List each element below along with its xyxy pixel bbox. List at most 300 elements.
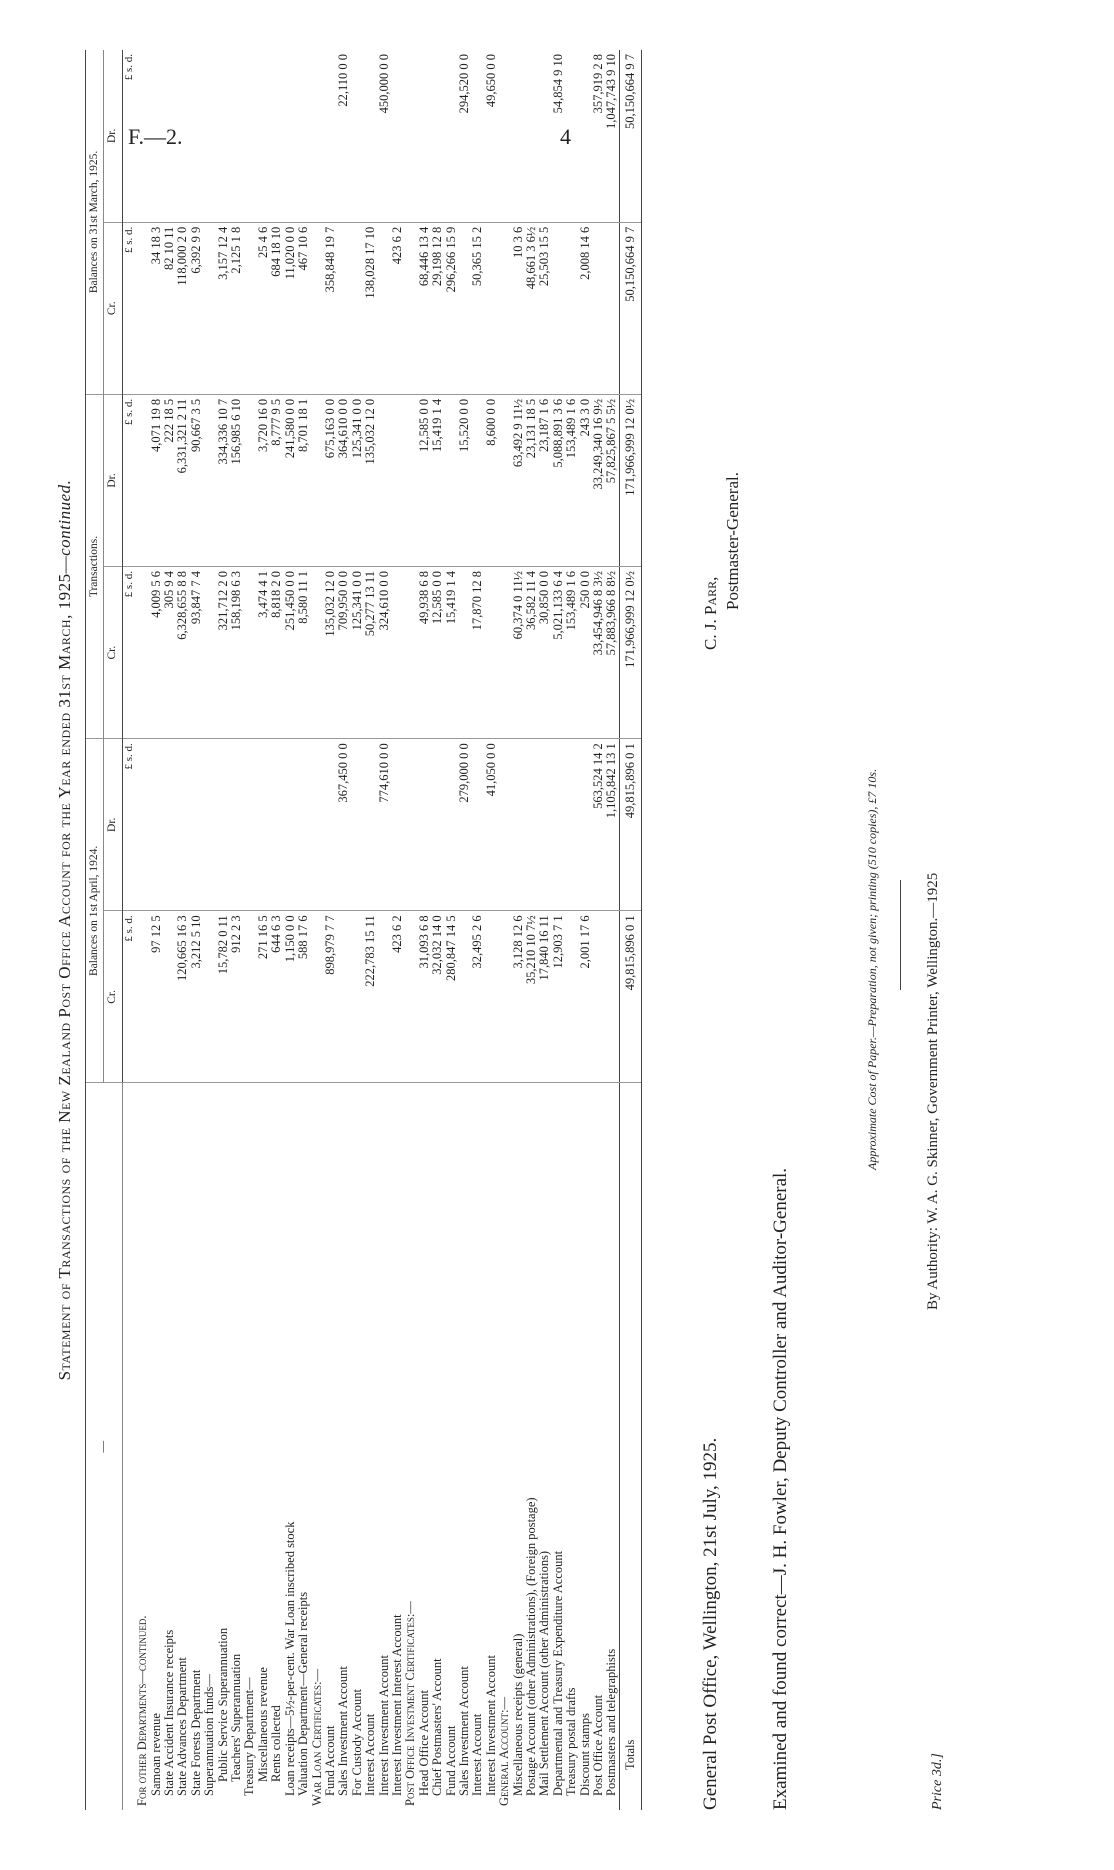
table-row <box>538 50 551 1810</box>
amount-cell: 2,001 17 6 <box>579 911 592 1083</box>
amount-cell: 36,582 11 4 <box>525 567 538 739</box>
amount-cell: 3,157 12 4 <box>217 222 230 394</box>
amount-cell <box>565 222 578 394</box>
header-cr: Cr. <box>104 911 122 1083</box>
table-row <box>605 50 619 1810</box>
amount-cell <box>525 50 538 222</box>
amount-cell: 8,600 0 0 <box>485 394 498 566</box>
amount-cell <box>243 911 256 1083</box>
amount-cell <box>471 394 484 566</box>
amount-cell: 90,667 3 5 <box>190 394 203 566</box>
table-row <box>579 50 592 1810</box>
amount-cell: 31,093 6 8 <box>418 911 431 1083</box>
row-description: Discount stamps <box>577 1713 592 1796</box>
amount-cell <box>525 739 538 911</box>
table-row <box>311 50 324 1810</box>
amount-cell <box>136 567 149 739</box>
total-cell: 50,150,664 9 7 <box>619 50 641 222</box>
amount-cell <box>150 739 163 911</box>
amount-cell: 60,374 0 11½ <box>512 567 525 739</box>
amount-cell: 41,050 0 0 <box>485 739 498 911</box>
amount-cell: 135,032 12 0 <box>324 567 337 739</box>
header-dr: Dr. <box>104 394 122 566</box>
row-description: Miscellaneous revenue <box>255 1667 270 1782</box>
amount-cell <box>203 50 216 222</box>
amount-cell: 334,336 10 7 <box>217 394 230 566</box>
header-desc: — <box>86 1083 123 1810</box>
amount-cell <box>364 739 377 911</box>
row-description: Interest Investment Account <box>376 1655 391 1796</box>
amount-cell <box>552 739 565 911</box>
row-description: Interest Account <box>470 1713 485 1796</box>
amount-cell: 450,000 0 0 <box>378 50 391 222</box>
amount-cell: 12,585 0 0 <box>418 394 431 566</box>
amount-cell <box>217 50 230 222</box>
amount-cell <box>243 739 256 911</box>
table-row <box>230 50 243 1810</box>
amount-cell <box>364 50 377 222</box>
amount-cell: 125,341 0 0 <box>351 394 364 566</box>
amount-cell: 4,071 19 8 <box>150 394 163 566</box>
amount-cell: 15,782 0 11 <box>217 911 230 1083</box>
row-description: Interest Account <box>363 1713 378 1796</box>
price-note: Price 3d.] <box>930 1753 945 1810</box>
row-description: Postmasters and telegraphists <box>604 1648 619 1796</box>
amount-cell <box>297 739 310 911</box>
row-description: For other Departments—continued. <box>135 1615 150 1806</box>
amount-cell <box>284 739 297 911</box>
amount-cell <box>458 911 471 1083</box>
table-row <box>391 50 404 1810</box>
amount-cell: 57,883,966 8 8½ <box>605 567 619 739</box>
amount-cell: 48,661 3 6½ <box>525 222 538 394</box>
amount-cell <box>471 739 484 911</box>
place-and-date: General Post Office, Wellington, 21st July, 1925. <box>700 1437 721 1810</box>
amount-cell <box>243 50 256 222</box>
amount-cell: 3,474 4 1 <box>257 567 270 739</box>
amount-cell <box>445 739 458 911</box>
amount-cell <box>270 50 283 222</box>
amount-cell: 251,450 0 0 <box>284 567 297 739</box>
amount-cell <box>458 567 471 739</box>
amount-cell <box>217 739 230 911</box>
amount-cell: 22,110 0 0 <box>337 50 350 222</box>
table-row <box>378 50 391 1810</box>
amount-cell: 279,000 0 0 <box>458 739 471 911</box>
table-row <box>217 50 230 1810</box>
table-row <box>431 50 444 1810</box>
amount-cell: 467 10 6 <box>297 222 310 394</box>
amount-cell <box>190 739 203 911</box>
amount-cell: 675,163 0 0 <box>324 394 337 566</box>
table-row <box>404 50 417 1810</box>
amount-cell: 2,008 14 6 <box>579 222 592 394</box>
row-description: Loan receipts—5½-per-cent. War Loan inscribed stock <box>282 1521 297 1796</box>
row-description: Miscellaneous receipts (general) <box>510 1633 525 1796</box>
units-label: £ s. d. <box>122 50 136 222</box>
amount-cell <box>605 222 619 394</box>
total-cell: 50,150,664 9 7 <box>619 222 641 394</box>
amount-cell <box>565 739 578 911</box>
amount-cell: 12,903 7 1 <box>552 911 565 1083</box>
row-description: Public Service Superannuation <box>215 1627 230 1782</box>
amount-cell: 50,365 15 2 <box>471 222 484 394</box>
amount-cell <box>579 50 592 222</box>
amount-cell <box>284 50 297 222</box>
row-description: Departmental and Treasury Expenditure Account <box>550 1550 565 1796</box>
amount-cell: 10 3 6 <box>512 222 525 394</box>
amount-cell <box>391 567 404 739</box>
amount-cell <box>391 394 404 566</box>
amount-cell <box>257 50 270 222</box>
amount-cell <box>605 911 619 1083</box>
amount-cell <box>498 911 511 1083</box>
amount-cell: 34 18 3 <box>150 222 163 394</box>
row-description: State Advances Department <box>175 1657 190 1796</box>
amount-cell <box>579 739 592 911</box>
amount-cell: 25 4 6 <box>257 222 270 394</box>
amount-cell <box>538 739 551 911</box>
amount-cell <box>498 394 511 566</box>
amount-cell: 30,850 0 0 <box>538 567 551 739</box>
amount-cell: 153,489 1 6 <box>565 567 578 739</box>
amount-cell <box>351 911 364 1083</box>
row-description: Rents collected <box>269 1705 284 1782</box>
header-transactions: Transactions. <box>86 394 104 738</box>
amount-cell: 423 6 2 <box>391 911 404 1083</box>
amount-cell <box>512 739 525 911</box>
amount-cell: 3,720 16 0 <box>257 394 270 566</box>
amount-cell <box>458 222 471 394</box>
amount-cell <box>243 394 256 566</box>
amount-cell: 8,580 11 1 <box>297 567 310 739</box>
table-row <box>284 50 297 1810</box>
header-dr: Dr. <box>104 739 122 911</box>
table-row <box>552 50 565 1810</box>
amount-cell <box>230 50 243 222</box>
amount-cell: 57,825,867 5 5½ <box>605 394 619 566</box>
amount-cell <box>324 50 337 222</box>
table-row <box>471 50 484 1810</box>
table-row <box>190 50 203 1810</box>
total-cell: 171,966,999 12 0½ <box>619 394 641 566</box>
header-cr: Cr. <box>104 222 122 394</box>
amount-cell: 33,249,340 16 9½ <box>592 394 605 566</box>
amount-cell: 12,585 0 0 <box>431 567 444 739</box>
signature-name: C. J. Parr, <box>701 576 720 650</box>
amount-cell <box>163 911 176 1083</box>
amount-cell <box>163 50 176 222</box>
amount-cell <box>445 50 458 222</box>
amount-cell: 684 18 10 <box>270 222 283 394</box>
table-row <box>351 50 364 1810</box>
amount-cell <box>498 567 511 739</box>
amount-cell <box>243 567 256 739</box>
amount-cell <box>230 739 243 911</box>
amount-cell: 25,503 15 5 <box>538 222 551 394</box>
amount-cell <box>311 567 324 739</box>
amount-cell: 156,985 6 10 <box>230 394 243 566</box>
row-description: Postage Account (other Administrations), (Foreign postage) <box>524 1497 538 1796</box>
total-cell: 49,815,896 0 1 <box>619 739 641 911</box>
amount-cell <box>270 739 283 911</box>
amount-cell <box>498 739 511 911</box>
amount-cell: 271 16 5 <box>257 911 270 1083</box>
amount-cell <box>592 911 605 1083</box>
amount-cell <box>485 567 498 739</box>
amount-cell <box>203 911 216 1083</box>
table-row <box>243 50 256 1810</box>
amount-cell <box>190 50 203 222</box>
amount-cell <box>136 394 149 566</box>
amount-cell <box>163 739 176 911</box>
row-description: Post Office Investment Certificates:— <box>403 1601 418 1806</box>
row-description: Chief Postmasters' Account <box>430 1658 445 1796</box>
page-ref: F.—2. <box>128 124 183 149</box>
amount-cell: 23,131 18 5 <box>525 394 538 566</box>
amount-cell <box>136 739 149 911</box>
amount-cell <box>418 50 431 222</box>
amount-cell: 93,847 7 4 <box>190 567 203 739</box>
amount-cell <box>337 222 350 394</box>
table-row <box>458 50 471 1810</box>
amount-cell <box>203 567 216 739</box>
row-description: Mail Settlement Account (other Administrations) <box>537 1550 552 1796</box>
amount-cell <box>378 394 391 566</box>
amount-cell: 774,610 0 0 <box>378 739 391 911</box>
table-body <box>122 50 619 1810</box>
title-suffix: continued. <box>55 479 74 556</box>
amount-cell <box>311 222 324 394</box>
amount-cell: 138,028 17 10 <box>364 222 377 394</box>
amount-cell: 423 6 2 <box>391 222 404 394</box>
amount-cell: 305 9 4 <box>163 567 176 739</box>
header-cr: Cr. <box>104 567 122 739</box>
amount-cell: 358,848 19 7 <box>324 222 337 394</box>
amount-cell <box>404 50 417 222</box>
amount-cell: 321,712 2 0 <box>217 567 230 739</box>
amount-cell <box>404 739 417 911</box>
amount-cell: 15,419 1 4 <box>431 394 444 566</box>
row-description: Sales Investment Account <box>336 1666 351 1796</box>
amount-cell: 15,520 0 0 <box>458 394 471 566</box>
amount-cell: 324,610 0 0 <box>378 567 391 739</box>
amount-cell: 29,198 12 8 <box>431 222 444 394</box>
units-label: £ s. d. <box>122 911 136 1083</box>
amount-cell: 294,520 0 0 <box>458 50 471 222</box>
page-number: 4 <box>560 124 571 149</box>
amount-cell: 50,277 13 11 <box>364 567 377 739</box>
table-row <box>498 50 511 1810</box>
amount-cell: 2,125 1 8 <box>230 222 243 394</box>
header-balances-1925: Balances on 31st March, 1925. <box>86 50 104 394</box>
table-row <box>445 50 458 1810</box>
amount-cell <box>324 739 337 911</box>
amount-cell: 49,938 6 8 <box>418 567 431 739</box>
signature-block <box>700 472 744 650</box>
amount-cell <box>445 394 458 566</box>
amount-cell <box>136 222 149 394</box>
amount-cell: 120,665 16 3 <box>176 911 189 1083</box>
row-description: Sales Investment Account <box>456 1666 471 1796</box>
amount-cell <box>565 911 578 1083</box>
amount-cell <box>404 567 417 739</box>
amount-cell <box>176 50 189 222</box>
row-description: For Custody Account <box>349 1689 364 1796</box>
amount-cell <box>391 50 404 222</box>
amount-cell: 243 3 0 <box>579 394 592 566</box>
amount-cell <box>203 222 216 394</box>
amount-cell <box>337 911 350 1083</box>
row-description: Interest Investment Interest Account <box>389 1614 404 1796</box>
amount-cell: 63,492 9 11½ <box>512 394 525 566</box>
row-description: Treasury postal drafts <box>564 1687 579 1796</box>
amount-cell: 118,000 2 0 <box>176 222 189 394</box>
amount-cell <box>203 739 216 911</box>
amount-cell <box>538 50 551 222</box>
amount-cell: 153,489 1 6 <box>565 394 578 566</box>
table-row <box>337 50 350 1810</box>
signature-title: Postmaster-General. <box>723 472 742 610</box>
amount-cell: 250 0 0 <box>579 567 592 739</box>
row-description: War Loan Certificates:— <box>309 1669 324 1806</box>
amount-cell <box>176 739 189 911</box>
amount-cell: 280,847 14 5 <box>445 911 458 1083</box>
units-label: £ s. d. <box>122 739 136 911</box>
row-description: Samoan revenue <box>148 1713 163 1796</box>
amount-cell: 6,328,655 8 8 <box>176 567 189 739</box>
amount-cell: 3,128 12 6 <box>512 911 525 1083</box>
amount-cell: 367,450 0 0 <box>337 739 350 911</box>
cost-note: Approximate Cost of Paper.—Preparation, not given; printing (510 copies), £7 10s. <box>865 768 879 1170</box>
amount-cell <box>351 222 364 394</box>
amount-cell: 222 18 5 <box>163 394 176 566</box>
amount-cell <box>378 222 391 394</box>
amount-cell: 33,454,946 8 3½ <box>592 567 605 739</box>
row-description: Post Office Account <box>591 1694 606 1796</box>
amount-cell: 6,392 9 9 <box>190 222 203 394</box>
amount-cell: 5,088,891 3 6 <box>552 394 565 566</box>
amount-cell: 17,870 12 8 <box>471 567 484 739</box>
amount-cell <box>311 739 324 911</box>
amount-cell: 68,446 13 4 <box>418 222 431 394</box>
amount-cell: 1,047,743 9 10 <box>605 50 619 222</box>
table-row <box>592 50 605 1810</box>
amount-cell: 644 6 3 <box>270 911 283 1083</box>
row-description: Superannuation funds— <box>202 1674 217 1796</box>
amount-cell: 54,854 9 10 <box>552 50 565 222</box>
amount-cell: 912 2 3 <box>230 911 243 1083</box>
statement-title <box>55 50 75 1810</box>
amount-cell: 357,919 2 8 <box>592 50 605 222</box>
amount-cell <box>351 50 364 222</box>
amount-cell <box>391 739 404 911</box>
amount-cell: 17,840 16 11 <box>538 911 551 1083</box>
header-dr: Dr. <box>104 50 122 222</box>
amount-cell: 6,331,321 2 11 <box>176 394 189 566</box>
row-description: Fund Account <box>443 1725 458 1796</box>
amount-cell: 8,777 9 5 <box>270 394 283 566</box>
amount-cell: 135,032 12 0 <box>364 394 377 566</box>
table-row <box>270 50 283 1810</box>
row-description: Fund Account <box>322 1725 337 1796</box>
row-description: State Forests Department <box>188 1669 203 1796</box>
total-cell: 171,966,999 12 0½ <box>619 567 641 739</box>
amount-cell: 32,032 14 0 <box>431 911 444 1083</box>
amount-cell: 97 12 5 <box>150 911 163 1083</box>
amount-cell <box>136 50 149 222</box>
amount-cell <box>565 50 578 222</box>
row-description: Teachers' Superannuation <box>229 1653 244 1782</box>
amount-cell: 1,150 0 0 <box>284 911 297 1083</box>
amount-cell <box>485 911 498 1083</box>
amount-cell <box>257 739 270 911</box>
title-main: Statement of Transactions of the New Zealand Post Office Account for the Year ended 31st March, 1925— <box>55 555 74 1381</box>
amount-cell: 15,419 1 4 <box>445 567 458 739</box>
amount-cell <box>203 394 216 566</box>
table-row <box>525 50 538 1810</box>
amount-cell: 8,701 18 1 <box>297 394 310 566</box>
amount-cell: 49,650 0 0 <box>485 50 498 222</box>
row-description: Treasury Department— <box>242 1677 257 1796</box>
amount-cell: 296,266 15 9 <box>445 222 458 394</box>
amount-cell <box>431 739 444 911</box>
amount-cell <box>498 50 511 222</box>
divider <box>900 880 901 990</box>
table-row <box>512 50 525 1810</box>
table-row <box>364 50 377 1810</box>
row-description: State Accident Insurance receipts <box>162 1629 177 1796</box>
amount-cell: 23,187 1 6 <box>538 394 551 566</box>
amount-cell: 5,021,133 6 4 <box>552 567 565 739</box>
amount-cell: 32,495 2 6 <box>471 911 484 1083</box>
amount-cell <box>552 222 565 394</box>
row-description: Head Office Account <box>416 1690 431 1796</box>
amount-cell: 11,020 0 0 <box>284 222 297 394</box>
total-cell: 49,815,896 0 1 <box>619 911 641 1083</box>
table-row <box>176 50 189 1810</box>
table-row <box>163 50 176 1810</box>
amount-cell: 898,979 7 7 <box>324 911 337 1083</box>
amount-cell: 222,783 15 11 <box>364 911 377 1083</box>
amount-cell <box>378 911 391 1083</box>
amount-cell <box>311 50 324 222</box>
row-description: Interest Investment Account <box>483 1655 498 1796</box>
amount-cell: 709,950 0 0 <box>337 567 350 739</box>
table-row <box>418 50 431 1810</box>
amount-cell: 3,212 5 10 <box>190 911 203 1083</box>
amount-cell: 1,105,842 13 1 <box>605 739 619 911</box>
table-row <box>257 50 270 1810</box>
table-row <box>150 50 163 1810</box>
amount-cell <box>243 222 256 394</box>
amount-cell <box>418 739 431 911</box>
amount-cell <box>485 222 498 394</box>
amount-cell: 35,210 10 7½ <box>525 911 538 1083</box>
amount-cell <box>592 222 605 394</box>
units-label: £ s. d. <box>122 567 136 739</box>
table-row <box>485 50 498 1810</box>
statement-table <box>85 50 642 1810</box>
amount-cell <box>512 50 525 222</box>
amount-cell: 563,524 14 2 <box>592 739 605 911</box>
header-balances-1924: Balances on 1st April, 1924. <box>86 739 104 1083</box>
amount-cell <box>471 50 484 222</box>
amount-cell <box>311 911 324 1083</box>
examined-statement: Examined and found correct—J. H. Fowler, Deputy Controller and Auditor-General. <box>770 1167 791 1810</box>
amount-cell <box>150 50 163 222</box>
totals-label: Totals <box>619 1083 641 1810</box>
